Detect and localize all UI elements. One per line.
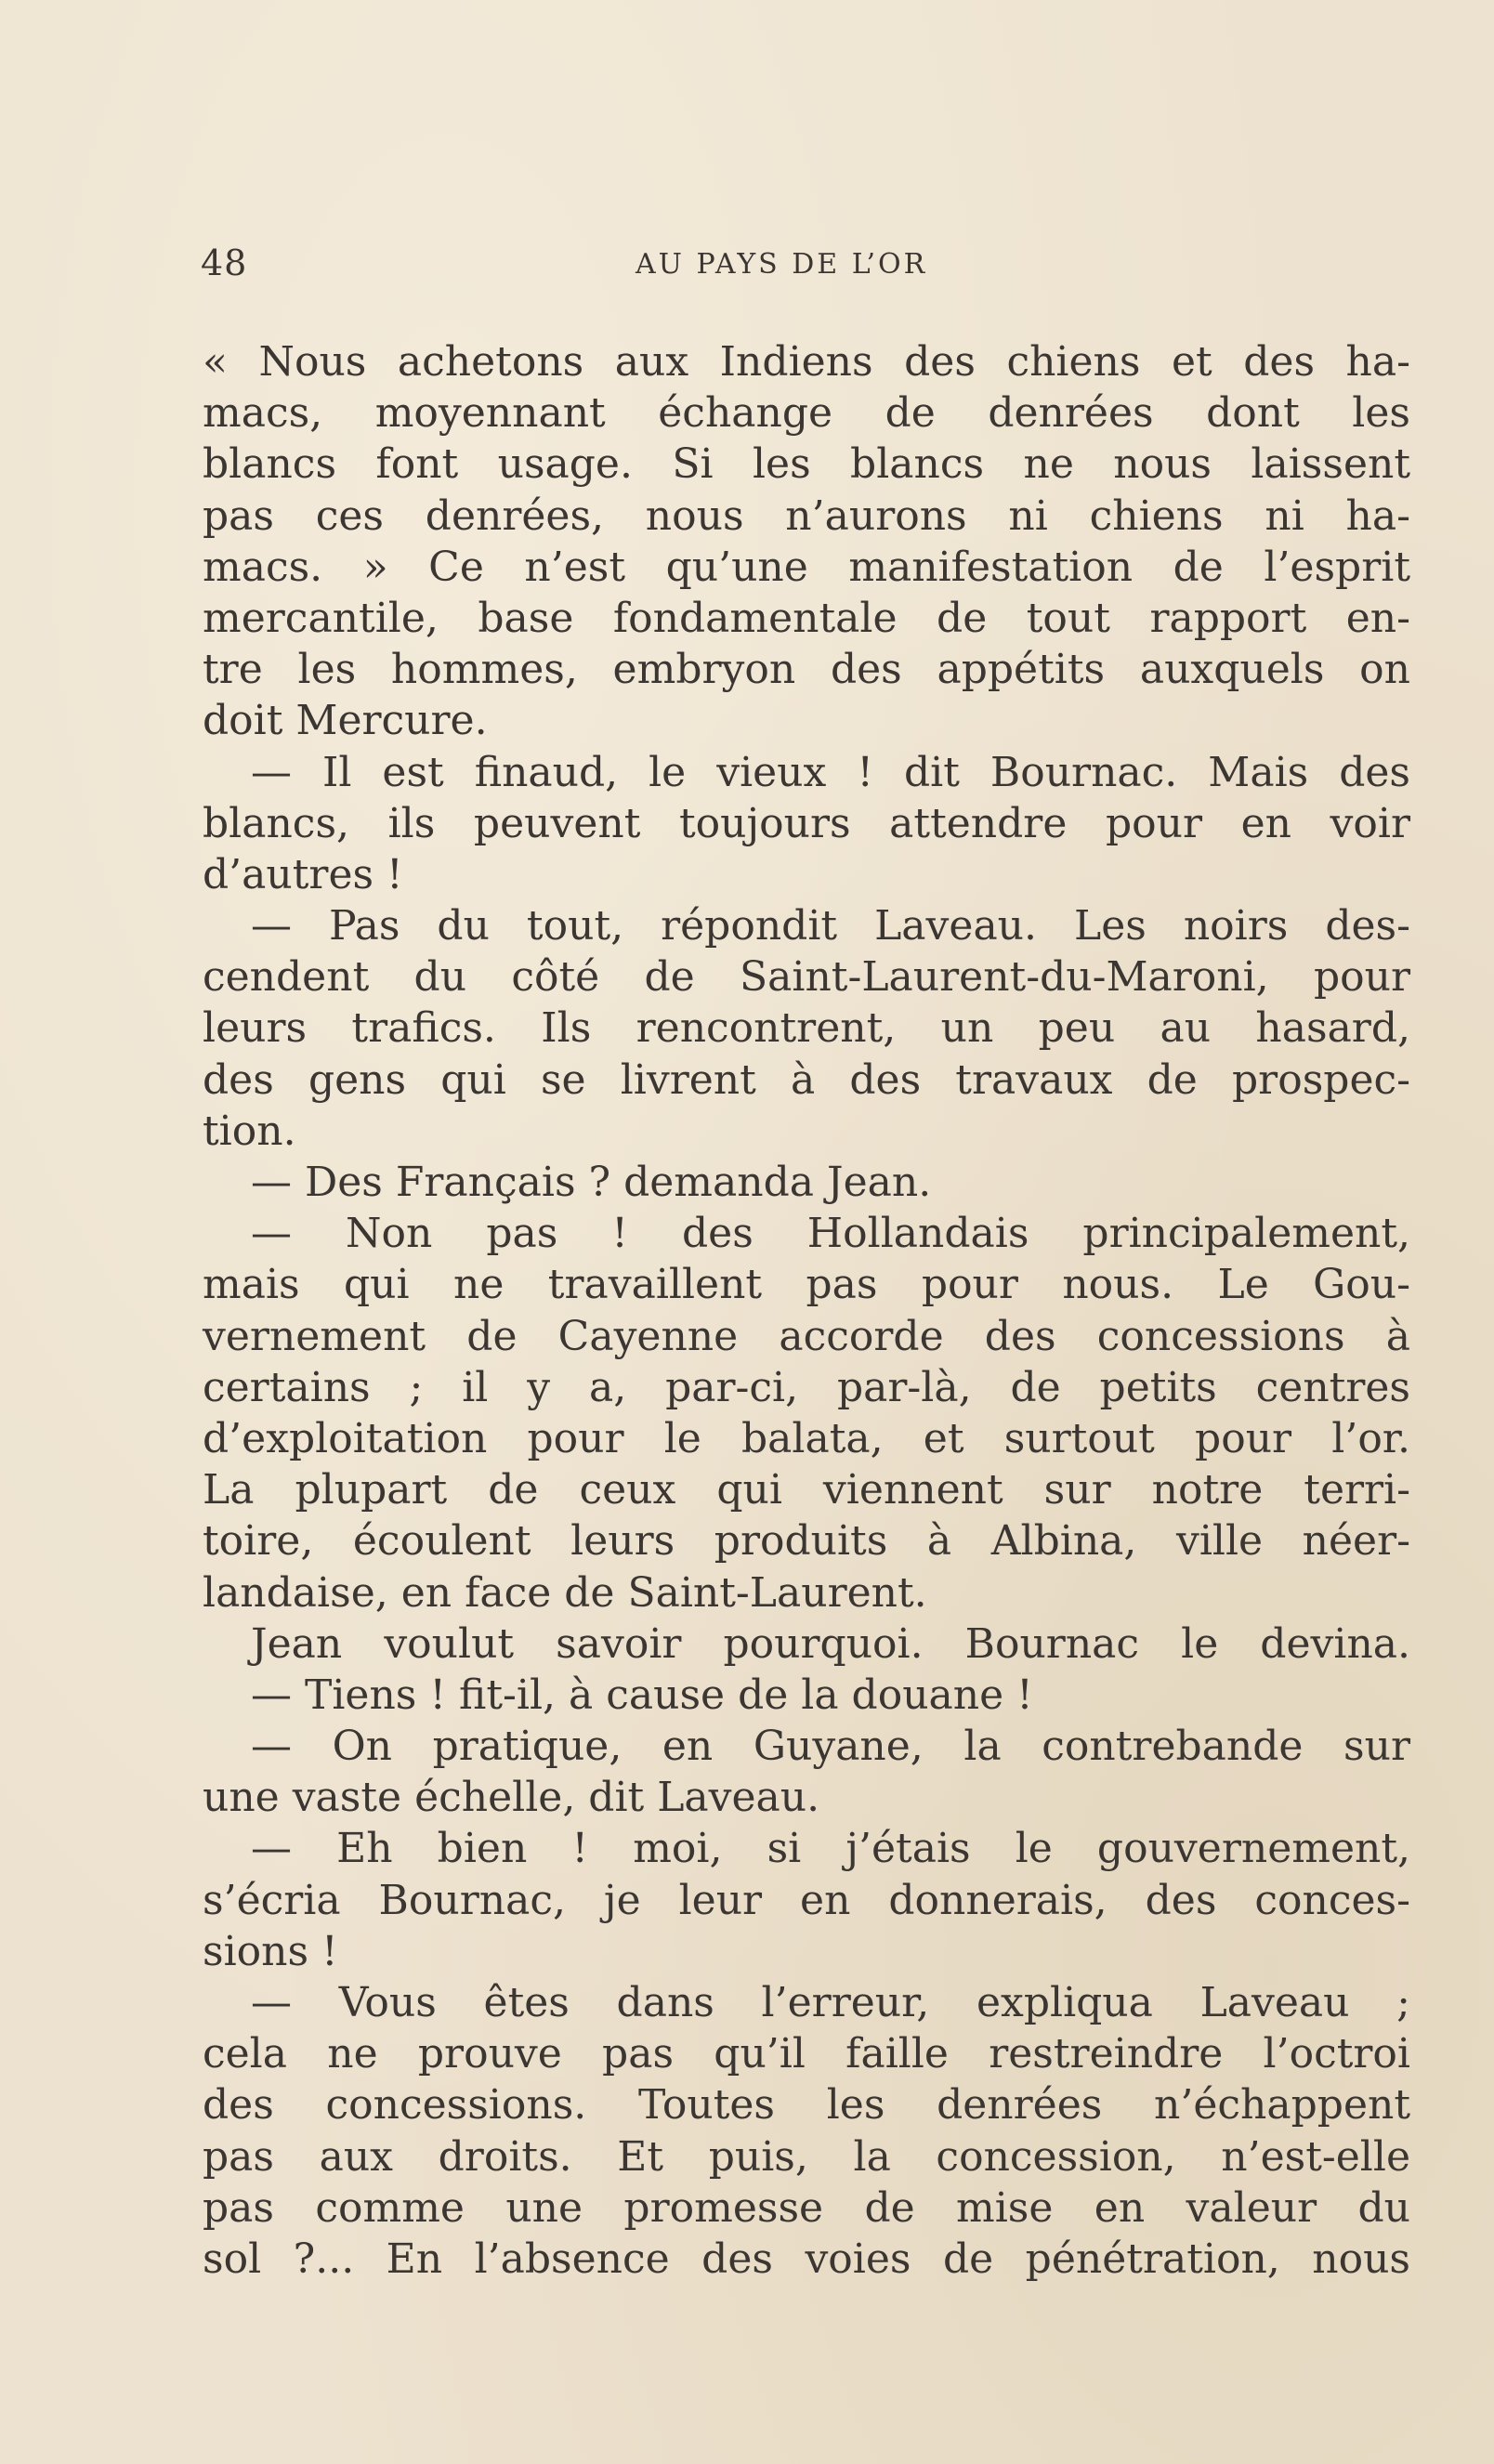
text-line-content: sions ! — [203, 1927, 338, 1975]
text-line — [203, 1055, 1410, 1106]
running-title: AU PAYS DE L’OR — [636, 248, 928, 281]
text-line-content: tion. — [203, 1107, 296, 1155]
text-line-content: — Vous êtes dans l’erreur, expliqua Laveau ; — [251, 1979, 1410, 2026]
text-line — [203, 1721, 1410, 1772]
text-line-content: — On pratique, en Guyane, la contrebande sur — [251, 1723, 1410, 1771]
text-line-content: — Non pas ! des Hollandais principalement, — [251, 1210, 1410, 1258]
text-line — [203, 1515, 1410, 1566]
text-line — [203, 1362, 1410, 1413]
text-line-content: « Nous achetons aux Indiens des chiens et des ha- — [203, 338, 1410, 386]
text-line — [203, 1772, 1410, 1823]
text-line-content: sol ?... En l’absence des voies de pénétration, nous — [203, 2235, 1410, 2283]
text-line-content: vernement de Cayenne accorde des concessions à — [203, 1312, 1410, 1360]
text-line — [203, 336, 1410, 387]
text-line — [203, 1619, 1410, 1670]
text-line-content: toire, écoulent leurs produits à Albina, ville néer- — [203, 1517, 1410, 1566]
text-line — [203, 747, 1410, 798]
text-line-content: — Pas du tout, répondit Laveau. Les noirs des- — [251, 902, 1410, 950]
text-line — [203, 1670, 1410, 1721]
text-line-content: doit Mercure. — [203, 697, 488, 745]
text-line — [203, 2079, 1410, 2130]
text-line — [203, 900, 1410, 951]
text-line-content: landaise, en face de Saint-Laurent. — [203, 1568, 927, 1617]
text-line — [203, 1413, 1410, 1464]
text-line-content: — Tiens ! fit-il, à cause de la douane ! — [251, 1671, 1033, 1719]
text-line-content: pas comme une promesse de mise en valeur du — [203, 2183, 1410, 2232]
text-line — [203, 798, 1410, 849]
text-line — [203, 1464, 1410, 1515]
text-line-content: mais qui ne travaillent pas pour nous. Le Gou- — [203, 1261, 1410, 1309]
text-line — [203, 491, 1410, 542]
body-text — [203, 336, 1410, 2285]
text-line-content: d’exploitation pour le balata, et surtout pour l’or. — [203, 1414, 1410, 1462]
text-line — [203, 1157, 1410, 1208]
text-line-content: pas aux droits. Et puis, la concession, n’est-elle — [203, 2132, 1410, 2181]
text-line — [203, 1106, 1410, 1157]
text-line-content: Jean voulut savoir pourquoi. Bournac le devina. — [251, 1619, 1410, 1668]
text-line — [203, 1567, 1410, 1619]
text-line-content: cela ne prouve pas qu’il faille restreindre l’octroi — [203, 2030, 1410, 2078]
text-line — [203, 695, 1410, 746]
text-line-content: — Eh bien ! moi, si j’étais le gouvernement, — [251, 1825, 1410, 1873]
text-line-content: blancs font usage. Si les blancs ne nous laissent — [203, 440, 1410, 489]
text-line — [203, 2028, 1410, 2079]
text-line — [203, 1977, 1410, 2028]
text-line-content: — Il est finaud, le vieux ! dit Bournac. Mais des — [251, 748, 1410, 796]
text-line — [203, 1823, 1410, 1874]
text-line-content: pas ces denrées, nous n’aurons ni chiens ni ha- — [203, 491, 1410, 540]
text-line — [203, 439, 1410, 490]
text-line — [203, 1259, 1410, 1310]
text-line — [203, 593, 1410, 644]
text-line-content: d’autres ! — [203, 850, 403, 898]
text-line — [203, 644, 1410, 695]
text-line — [203, 1875, 1410, 1926]
page-header — [201, 240, 1409, 286]
text-line-content: s’écria Bournac, je leur en donnerais, des conces- — [203, 1876, 1410, 1924]
text-line — [203, 387, 1410, 439]
text-line-content: macs, moyennant échange de denrées dont les — [203, 389, 1410, 438]
text-line-content: — Des Français ? demanda Jean. — [251, 1159, 932, 1206]
text-line-content: certains ; il y a, par-ci, par-là, de petits centres — [203, 1363, 1410, 1411]
text-line — [203, 849, 1410, 900]
text-line-content: des concessions. Toutes les denrées n’échappent — [203, 2081, 1410, 2130]
text-line-content: leurs trafics. Ils rencontrent, un peu au hasard, — [203, 1004, 1410, 1053]
text-line-content: mercantile, base fondamentale de tout rapport en- — [203, 594, 1410, 642]
text-line-content: tre les hommes, embryon des appétits auxquels on — [203, 646, 1410, 694]
text-line — [203, 542, 1410, 593]
text-line-content: La plupart de ceux qui viennent sur notre terri- — [203, 1466, 1410, 1514]
text-line — [203, 1003, 1410, 1054]
text-line-content: cendent du côté de Saint-Laurent-du-Maroni, pour — [203, 953, 1410, 1002]
text-line — [203, 951, 1410, 1003]
text-line-content: une vaste échelle, dit Laveau. — [203, 1774, 820, 1822]
text-line — [203, 1926, 1410, 1977]
text-line-content: des gens qui se livrent à des travaux de prospec- — [203, 1055, 1410, 1104]
text-line — [203, 1311, 1410, 1362]
text-line-content: blancs, ils peuvent toujours attendre pour en voir — [203, 799, 1410, 847]
text-line — [203, 2234, 1410, 2285]
page-number: 48 — [201, 242, 248, 283]
text-line — [203, 2182, 1410, 2234]
text-line — [203, 2131, 1410, 2182]
text-line-content: macs. » Ce n’est qu’une manifestation de l’esprit — [203, 543, 1410, 591]
text-line — [203, 1208, 1410, 1259]
